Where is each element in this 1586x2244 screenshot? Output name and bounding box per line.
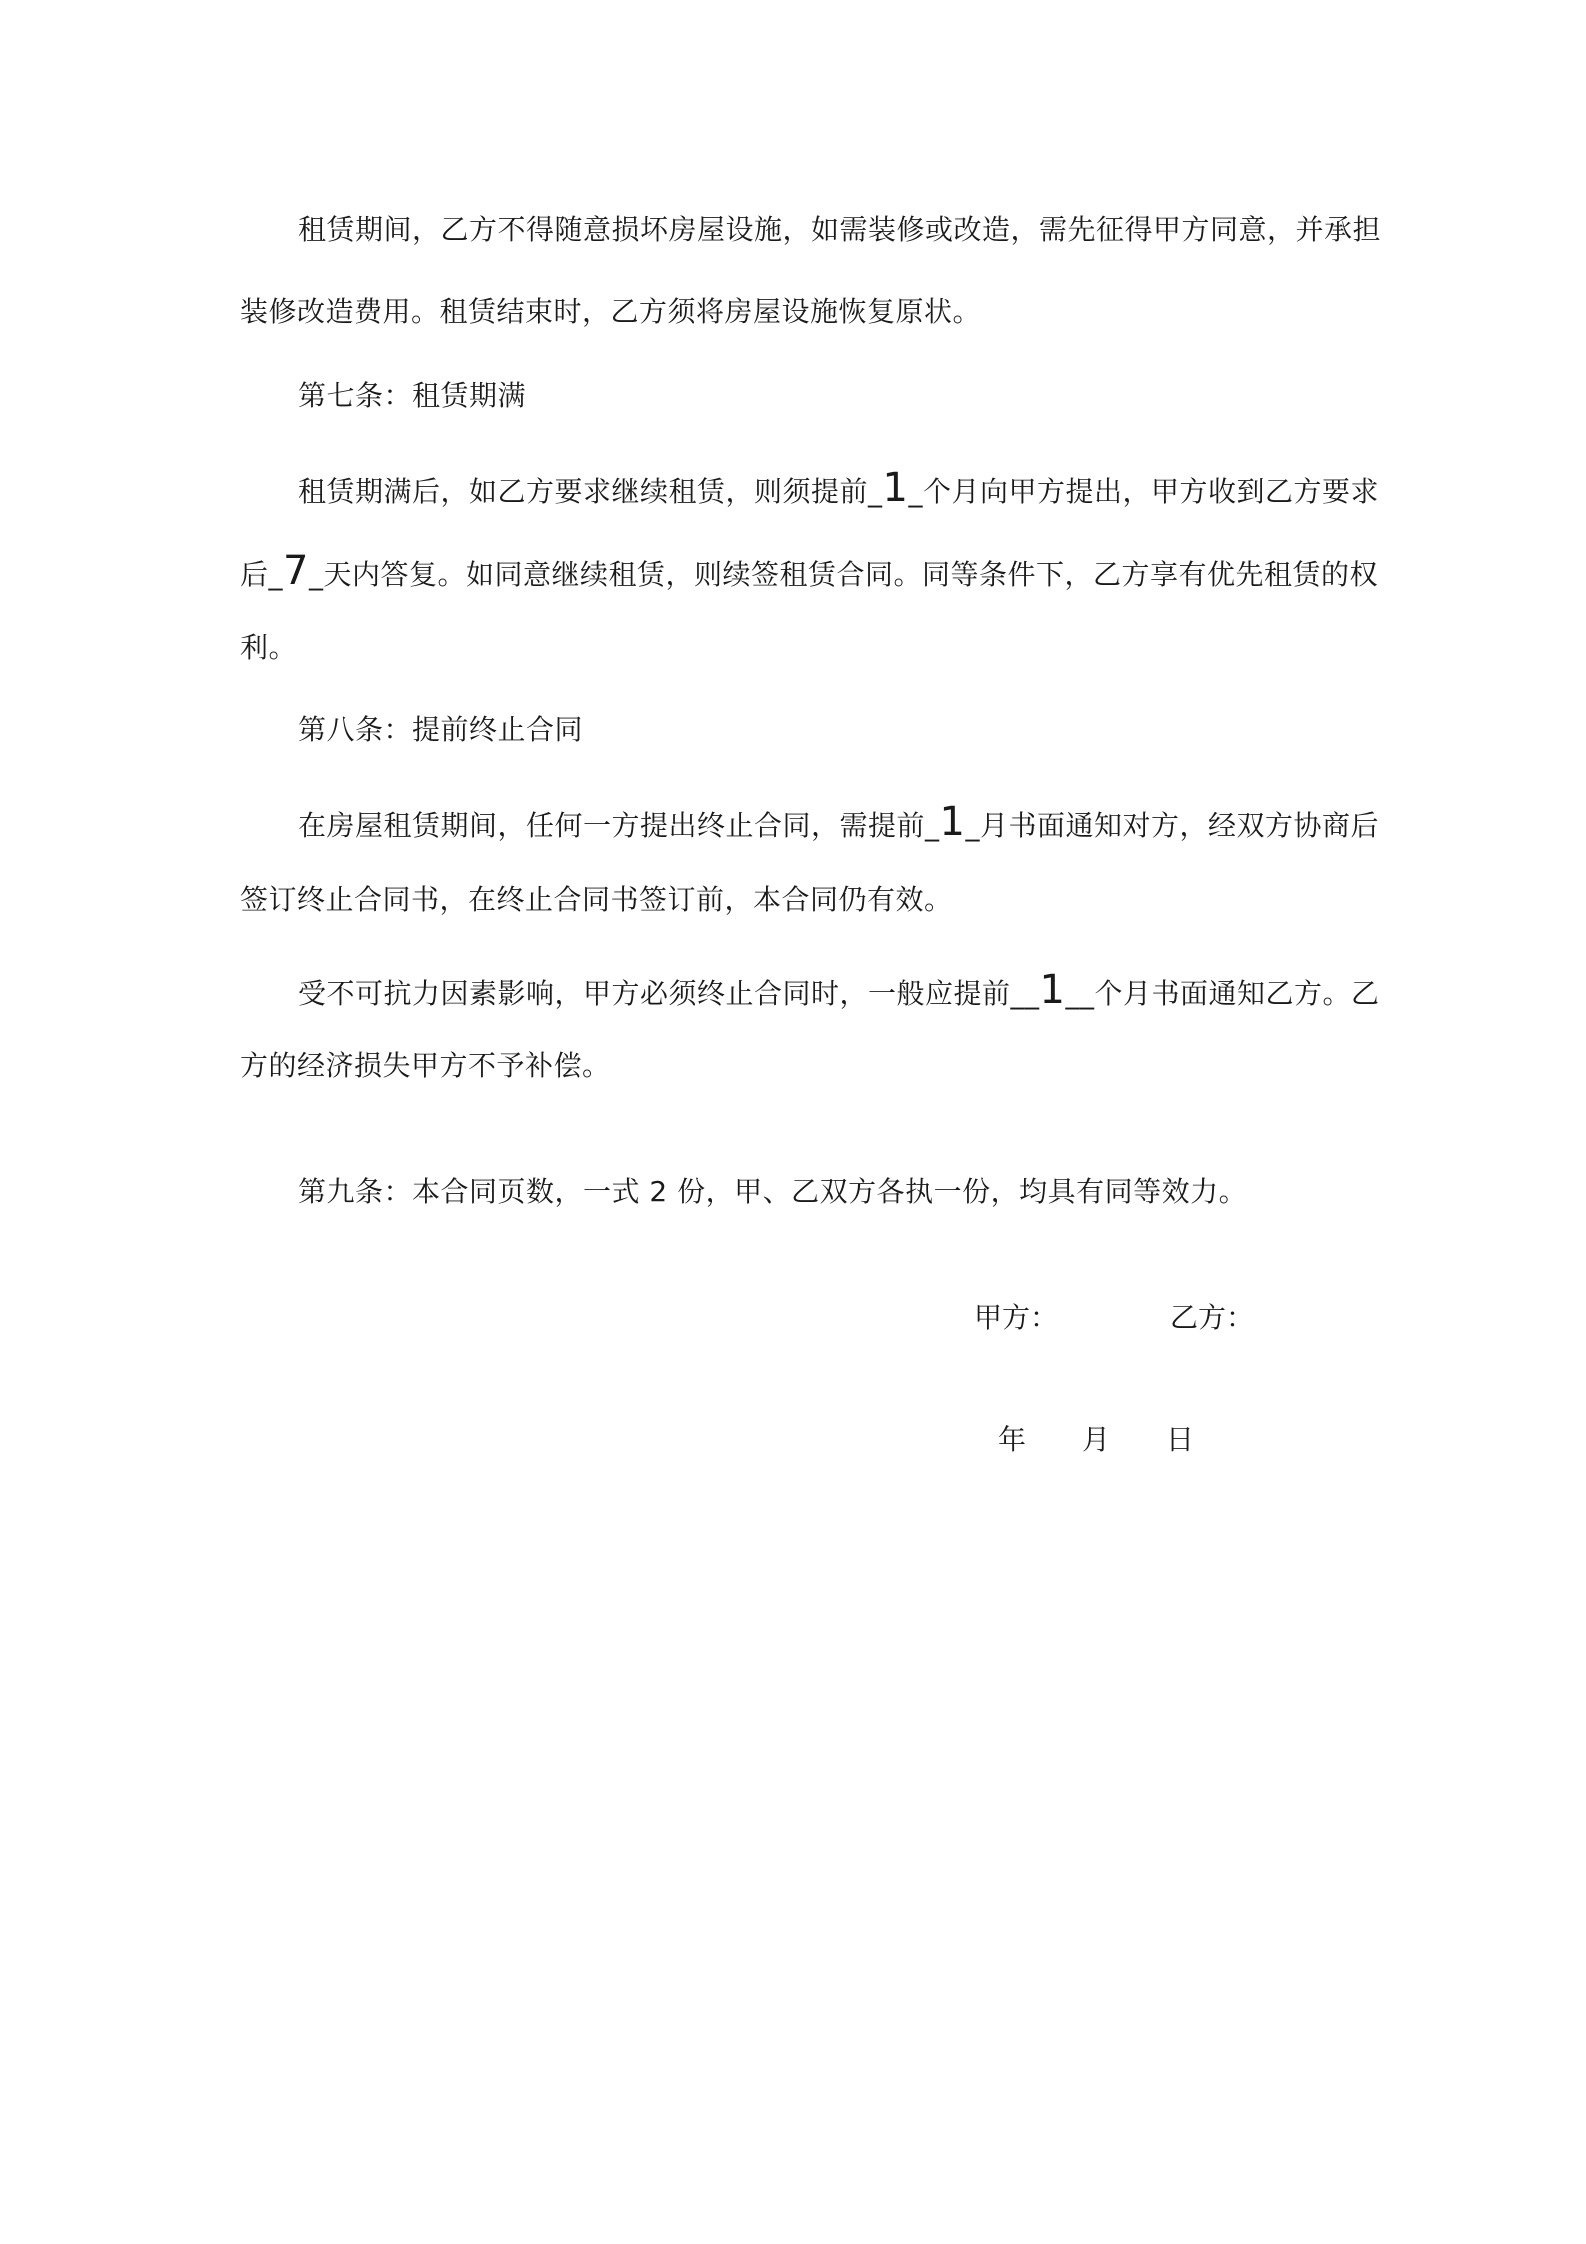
reply-days-value: 7 (283, 548, 309, 594)
clause-8-heading: 第八条：提前终止合同 (298, 713, 584, 746)
clause-7-text-line-1: 租赁期满后，如乙方要求继续租赁，则须提前_1_个月向甲方提出，甲方收到乙方要求 (298, 465, 1379, 511)
clause-8-text-line-2: 签订终止合同书，在终止合同书签订前，本合同仍有效。 (240, 883, 953, 916)
clause-7-heading: 第七条：租赁期满 (298, 379, 527, 412)
date-month-label: 月 (1082, 1423, 1111, 1456)
clause-6-text-line-2: 装修改造费用。租赁结束时，乙方须将房屋设施恢复原状。 (240, 295, 982, 328)
clause-7-text-line-3: 利。 (240, 631, 298, 664)
clause-8-text-line-1: 在房屋租赁期间，任何一方提出终止合同，需提前_1_月书面通知对方，经双方协商后 (298, 799, 1379, 845)
force-majeure-months-value: 1 (1039, 967, 1066, 1013)
clause-6-text-line-1: 租赁期间，乙方不得随意损坏房屋设施，如需装修或改造，需先征得甲方同意，并承担 (298, 213, 1382, 246)
date-day-label: 日 (1166, 1423, 1195, 1456)
clause-8-text-line-4: 方的经济损失甲方不予补偿。 (240, 1049, 611, 1082)
clause-7-text-line-2: 后_7_天内答复。如同意继续租赁，则续签租赁合同。同等条件下，乙方享有优先租赁的权 (240, 548, 1378, 594)
party-a-signature-label: 甲方： (974, 1301, 1059, 1334)
clause-9-text: 第九条：本合同页数，一式 2 份，甲、乙双方各执一份，均具有同等效力。 (298, 1175, 1248, 1208)
clause-8-text-line-3: 受不可抗力因素影响，甲方必须终止合同时，一般应提前__1__个月书面通知乙方。乙 (298, 967, 1380, 1013)
party-b-signature-label: 乙方： (1170, 1301, 1255, 1334)
notice-months-value: 1 (939, 799, 966, 845)
date-year-label: 年 (998, 1423, 1027, 1456)
advance-months-value: 1 (882, 465, 909, 511)
